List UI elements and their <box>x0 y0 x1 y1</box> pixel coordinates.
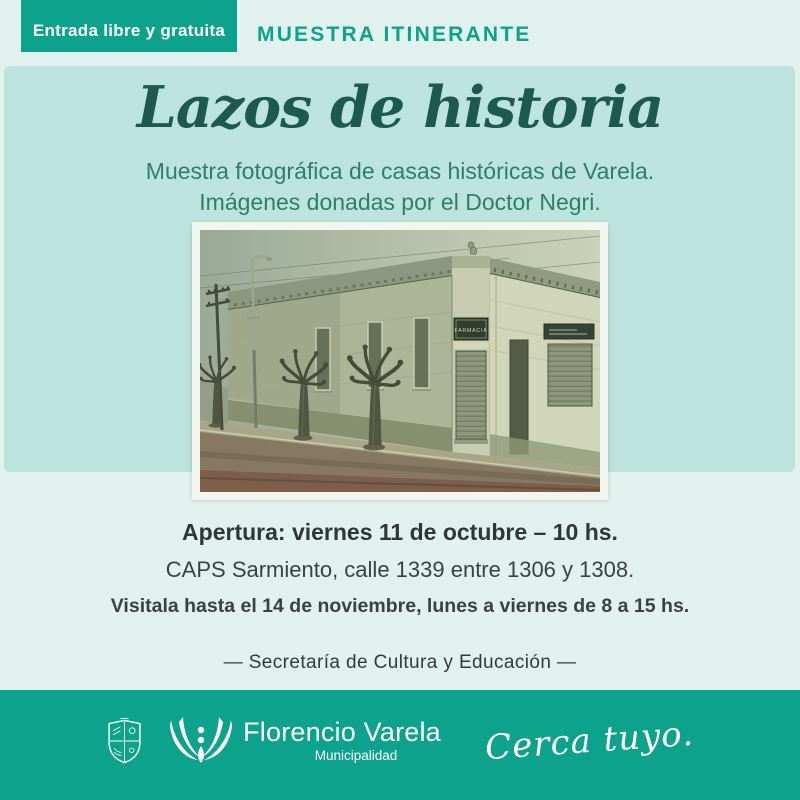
municipality-subtitle: Municipalidad <box>314 748 398 764</box>
municipality-name: Florencio Varela <box>243 717 441 748</box>
slogan-script-text: Cerca tuyo. <box>483 713 696 769</box>
free-entry-badge <box>21 0 237 52</box>
footer-bar <box>0 690 800 800</box>
flower-logo-icon <box>169 716 233 766</box>
visit-hours-line: Visitala hasta el 14 de noviembre, lunes a viernes de 8 a 15 hs. <box>110 595 690 617</box>
free-entry-badge-label: Entrada libre y gratuita <box>32 20 226 40</box>
location-line: CAPS Sarmiento, calle 1339 entre 1306 y 1308. <box>165 557 635 582</box>
exhibit-title: Lazos de historia <box>136 74 664 141</box>
historic-photo-illustration <box>200 230 600 492</box>
municipal-crest-icon <box>106 717 143 765</box>
historic-photo <box>192 222 608 500</box>
itinerant-exhibit-tagline: MUESTRA ITINERANTE <box>257 23 532 46</box>
exhibit-subtitle <box>0 156 800 218</box>
subtitle-line-1: Muestra fotográfica de casas históricas de Varela. <box>145 158 655 184</box>
farmacia-sign-text: FARMACIA <box>454 328 488 334</box>
opening-line: Apertura: viernes 11 de octubre – 10 hs. <box>182 519 618 545</box>
municipality-wordmark <box>243 719 441 763</box>
subtitle-line-2: Imágenes donadas por el Doctor Negri. <box>199 189 601 215</box>
municipality-brand <box>169 716 441 766</box>
department-line: — Secretaría de Cultura y Educación — <box>223 652 577 673</box>
footer-content <box>106 713 696 769</box>
photo-haze-overlay <box>200 230 600 492</box>
